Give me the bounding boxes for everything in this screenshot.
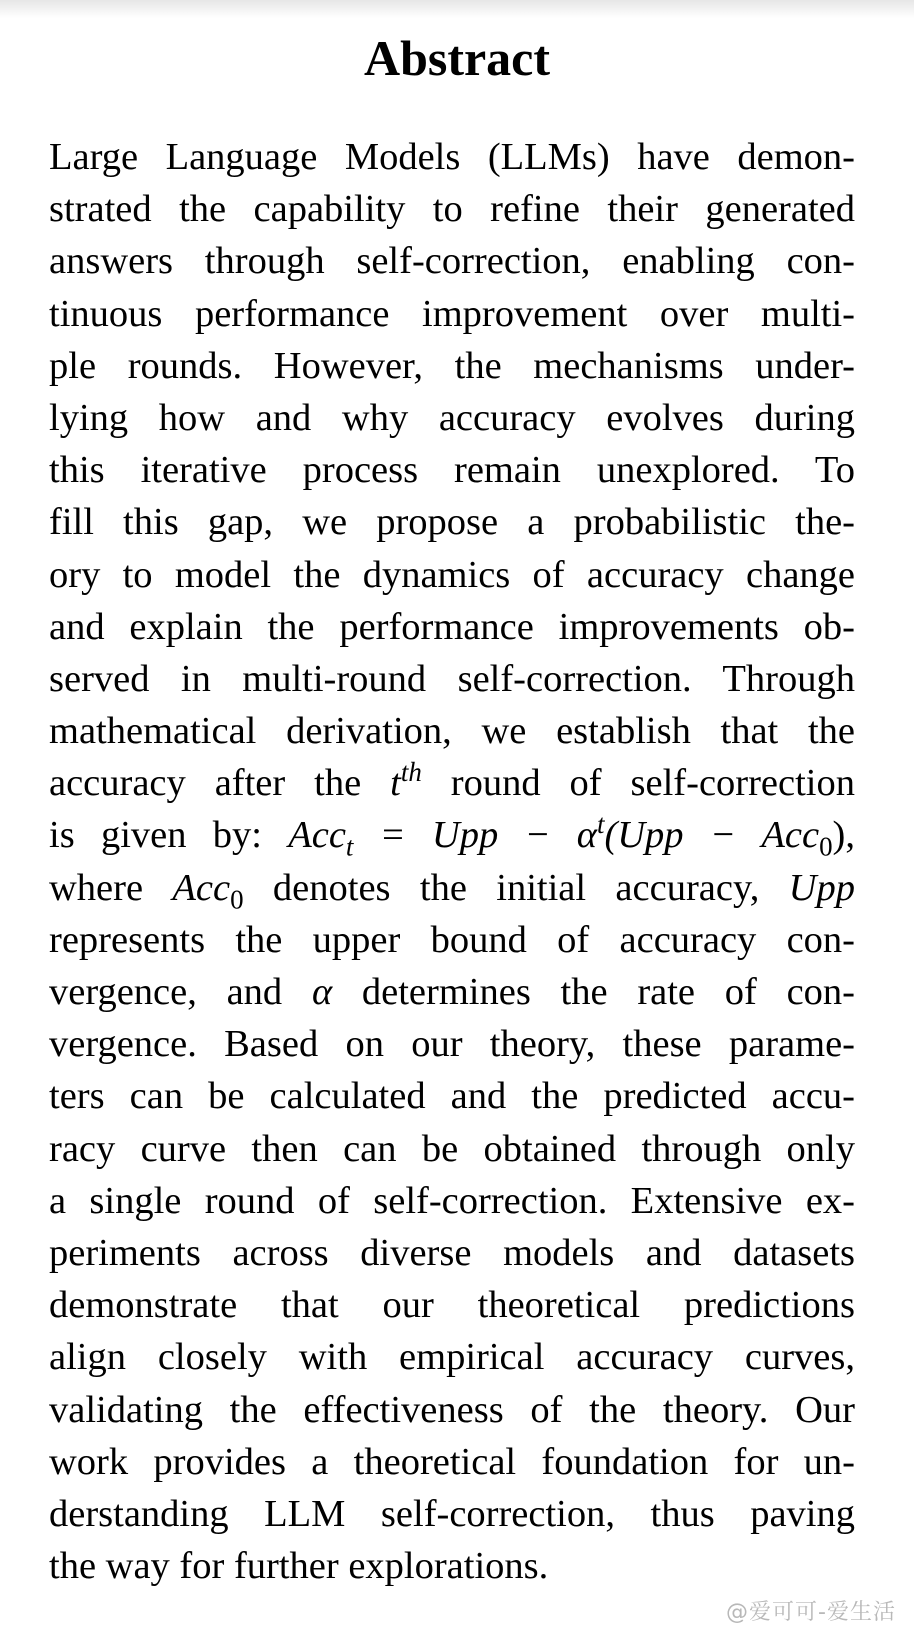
- math-acc0: Acc$_0$: [172, 866, 244, 915]
- abstract-line: validating the effectiveness of the theory. Our: [49, 1388, 855, 1431]
- section-title: Abstract: [363, 30, 551, 86]
- text-fragment: denotes the initial accuracy,: [243, 866, 789, 909]
- abstract-line-formula: [49, 809, 855, 861]
- abstract-line: served in multi-round self-correction. Through: [49, 657, 855, 700]
- abstract-line: represents the upper bound of accuracy con-: [49, 918, 855, 961]
- top-shadow: [0, 0, 914, 18]
- abstract-line: work provides a theoretical foundation for un-: [49, 1440, 855, 1483]
- abstract-line-acc0: [49, 862, 855, 914]
- text-fragment: accuracy after the: [49, 762, 391, 805]
- abstract-line: answers through self-correction, enabling con-: [49, 240, 855, 283]
- abstract-line: ory to model the dynamics of accuracy change: [49, 553, 855, 596]
- abstract-line: strated the capability to refine their generated: [49, 188, 855, 231]
- text-fragment: is given by:: [49, 814, 289, 857]
- abstract-line: fill this gap, we propose a probabilistic the-: [49, 501, 855, 544]
- abstract-line: align closely with empirical accuracy curves,: [49, 1336, 855, 1379]
- abstract-line: racy curve then can be obtained through only: [49, 1127, 855, 1170]
- text-fragment: determines the rate of con-: [332, 971, 855, 1013]
- abstract-line: ters can be calculated and the predicted accu-: [49, 1075, 855, 1118]
- abstract-line: Large Language Models (LLMs) have demon-: [49, 136, 855, 178]
- abstract-line: the way for further explorations.: [49, 1545, 549, 1588]
- watermark: @爱可可-爱生活: [726, 1600, 896, 1625]
- math-upp: Upp: [788, 866, 855, 909]
- text-fragment: where: [49, 866, 173, 909]
- abstract-line: ple rounds. However, the mechanisms under-: [49, 344, 855, 387]
- abstract-line: mathematical derivation, we establish that the: [49, 710, 855, 753]
- math-alpha: α: [311, 971, 333, 1013]
- abstract-line: periments across diverse models and datasets: [49, 1231, 855, 1274]
- abstract-line: demonstrate that our theoretical predictions: [49, 1284, 855, 1327]
- text-fragment: vergence, and: [49, 971, 312, 1013]
- abstract-line: tinuous performance improvement over multi-: [49, 292, 855, 335]
- abstract-line: lying how and why accuracy evolves during: [49, 396, 855, 439]
- abstract-line: derstanding LLM self-correction, thus paving: [49, 1492, 855, 1535]
- abstract-line: a single round of self-correction. Extensive ex-: [49, 1179, 855, 1222]
- abstract-line: and explain the performance improvements ob-: [49, 605, 855, 648]
- math-t-th: $t^{th}$: [390, 757, 422, 805]
- abstract-line: vergence. Based on our theory, these parame-: [49, 1023, 855, 1066]
- abstract-line-math-t: [49, 757, 855, 809]
- accuracy-formula: Acc$_t$ = Upp − $\alpha^t(Upp - Acc_0)$,: [288, 809, 855, 863]
- abstract-line-alpha: [49, 966, 855, 1018]
- abstract-line: this iterative process remain unexplored. To: [49, 449, 855, 492]
- text-fragment: round of self-correction: [421, 762, 855, 805]
- abstract-body: [49, 131, 855, 1592]
